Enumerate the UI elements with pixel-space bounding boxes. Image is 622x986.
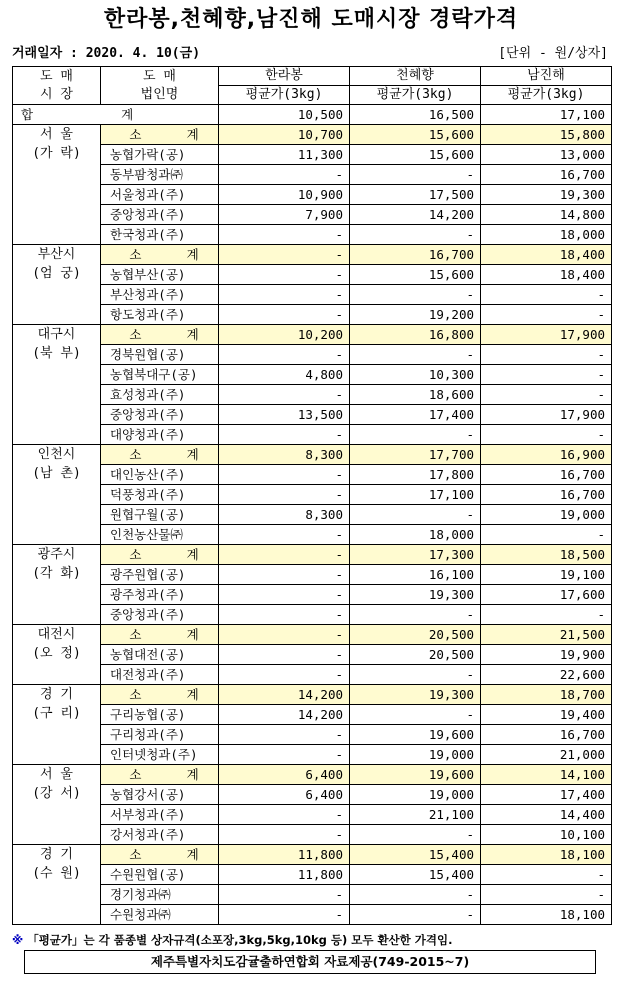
subtotal-value: 14,200 <box>219 685 350 705</box>
corporation-name: 경북원협(공) <box>101 345 219 365</box>
price-value: 6,400 <box>219 785 350 805</box>
price-value: - <box>219 285 350 305</box>
table-row <box>13 265 612 285</box>
price-value: 14,200 <box>350 205 481 225</box>
corporation-name: 농협대전(공) <box>101 645 219 665</box>
price-value: 21,100 <box>350 805 481 825</box>
price-value: - <box>219 345 350 365</box>
corporation-name: 농협부산(공) <box>101 265 219 285</box>
corporation-name: 한국청과(주) <box>101 225 219 245</box>
table-row <box>13 705 612 725</box>
total-label <box>13 105 219 125</box>
price-value: 16,700 <box>481 485 612 505</box>
table-row <box>13 885 612 905</box>
header-price-3: 평균가(3kg) <box>481 86 612 105</box>
table-row <box>13 865 612 885</box>
subtotal-value: 10,200 <box>219 325 350 345</box>
price-value: 4,800 <box>219 365 350 385</box>
market-name-line: 인천시 <box>37 447 76 462</box>
price-value: - <box>481 885 612 905</box>
subtotal-label: 소 계 <box>101 245 219 265</box>
price-value: 17,100 <box>350 485 481 505</box>
corporation-name: 덕풍청과(주) <box>101 485 219 505</box>
market-name-line: 서 울 <box>40 127 73 142</box>
price-value: 17,900 <box>481 405 612 425</box>
corporation-name: 인터넷청과(주) <box>101 745 219 765</box>
market-name-line: (각 화) <box>32 566 81 581</box>
price-value: 15,400 <box>350 865 481 885</box>
price-value: 20,500 <box>350 645 481 665</box>
price-value: - <box>350 885 481 905</box>
price-value: 10,300 <box>350 365 481 385</box>
header-market-line1: 도 매 <box>40 68 73 84</box>
market-name <box>13 445 101 545</box>
subtotal-label: 소 계 <box>101 545 219 565</box>
footnote <box>12 932 452 948</box>
footnote-text: 「평균가」는 각 품종별 상자규격(소포장,3kg,5kg,10kg 등) 모두 환산한 가격임. <box>27 933 453 947</box>
subtotal-value: 20,500 <box>350 625 481 645</box>
subtotal-value: 19,300 <box>350 685 481 705</box>
table-row <box>13 585 612 605</box>
table-row <box>13 745 612 765</box>
corporation-name: 대인농산(주) <box>101 465 219 485</box>
price-value: 19,000 <box>350 745 481 765</box>
market-name-line: 부산시 <box>37 247 76 262</box>
table-row <box>13 905 612 925</box>
subtotal-value: 16,900 <box>481 445 612 465</box>
price-value: - <box>481 865 612 885</box>
corporation-name: 부산청과(주) <box>101 285 219 305</box>
price-value: - <box>219 745 350 765</box>
subtotal-value: 18,500 <box>481 545 612 565</box>
subtotal-value: 19,600 <box>350 765 481 785</box>
market-name-line: (수 원) <box>32 866 81 881</box>
price-value: - <box>219 905 350 925</box>
price-value: 17,400 <box>481 785 612 805</box>
corporation-name: 수원청과㈜ <box>101 905 219 925</box>
total-label-2: 계 <box>121 107 134 122</box>
subtotal-label: 소 계 <box>101 685 219 705</box>
subtotal-value: - <box>219 245 350 265</box>
header-price-1: 평균가(3kg) <box>219 86 350 105</box>
table-row <box>13 145 612 165</box>
table-row <box>13 525 612 545</box>
table-row <box>13 465 612 485</box>
subtotal-value: 15,800 <box>481 125 612 145</box>
header-price-2: 평균가(3kg) <box>350 86 481 105</box>
corporation-name: 구리청과(주) <box>101 725 219 745</box>
market-name-line: (북 부) <box>32 346 81 361</box>
price-value: 18,600 <box>350 385 481 405</box>
subtotal-label: 소 계 <box>101 845 219 865</box>
market-name-line: (가 락) <box>32 146 81 161</box>
price-value: 14,400 <box>481 805 612 825</box>
price-value: 15,600 <box>350 145 481 165</box>
price-value: 19,000 <box>481 505 612 525</box>
subtotal-value: 17,300 <box>350 545 481 565</box>
subtotal-value: 8,300 <box>219 445 350 465</box>
corporation-name: 광주원협(공) <box>101 565 219 585</box>
market-name-line: 서 울 <box>40 767 73 782</box>
table-row <box>13 825 612 845</box>
subtotal-value: 6,400 <box>219 765 350 785</box>
subtotal-label: 소 계 <box>101 445 219 465</box>
price-value: - <box>219 605 350 625</box>
market-name <box>13 245 101 325</box>
price-value: 16,700 <box>481 465 612 485</box>
header-corp-line1: 도 매 <box>143 68 176 84</box>
price-value: 17,400 <box>350 405 481 425</box>
subtotal-value: 21,500 <box>481 625 612 645</box>
corporation-name: 항도청과(주) <box>101 305 219 325</box>
header-corporation <box>101 67 219 105</box>
total-value: 16,500 <box>350 105 481 125</box>
corporation-name: 중앙청과(주) <box>101 205 219 225</box>
table-row <box>13 645 612 665</box>
corporation-name: 경기청과㈜ <box>101 885 219 905</box>
market-name-line: 대전시 <box>37 627 76 642</box>
header-product-2: 천혜향 <box>350 67 481 86</box>
subtotal-row <box>13 625 612 645</box>
subtotal-value: 15,600 <box>350 125 481 145</box>
price-value: - <box>350 425 481 445</box>
price-value: 18,100 <box>481 905 612 925</box>
subtotal-value: 18,700 <box>481 685 612 705</box>
corporation-name: 농협강서(공) <box>101 785 219 805</box>
subtotal-value: - <box>219 625 350 645</box>
price-value: - <box>350 905 481 925</box>
price-value: 19,600 <box>350 725 481 745</box>
price-value: 21,000 <box>481 745 612 765</box>
price-value: - <box>350 225 481 245</box>
price-value: - <box>219 485 350 505</box>
price-value: 8,300 <box>219 505 350 525</box>
unit-label: [단위 - 원/상자] <box>498 46 608 61</box>
market-name <box>13 325 101 445</box>
price-value: 17,600 <box>481 585 612 605</box>
price-value: - <box>350 825 481 845</box>
price-value: - <box>219 645 350 665</box>
market-name-line: (오 정) <box>32 646 81 661</box>
subtotal-row <box>13 765 612 785</box>
corporation-name: 서부청과(주) <box>101 805 219 825</box>
subtotal-label: 소 계 <box>101 765 219 785</box>
price-value: 18,000 <box>481 225 612 245</box>
price-value: 19,900 <box>481 645 612 665</box>
table-row <box>13 505 612 525</box>
price-table <box>12 66 612 925</box>
market-name-line: 경 기 <box>40 847 73 862</box>
subtotal-row <box>13 125 612 145</box>
total-label-1: 합 <box>21 107 34 122</box>
table-row <box>13 485 612 505</box>
corporation-name: 동부팜청과㈜ <box>101 165 219 185</box>
price-value: 16,100 <box>350 565 481 585</box>
price-value: 13,000 <box>481 145 612 165</box>
subtotal-row <box>13 445 612 465</box>
market-name-line: (엄 궁) <box>32 266 81 281</box>
price-value: - <box>219 565 350 585</box>
price-value: 19,400 <box>481 705 612 725</box>
table-row <box>13 385 612 405</box>
price-value: - <box>350 345 481 365</box>
market-name-line: (구 리) <box>32 706 81 721</box>
subtotal-value: - <box>219 545 350 565</box>
header-product-3: 남진해 <box>481 67 612 86</box>
market-name <box>13 125 101 245</box>
market-name <box>13 625 101 685</box>
corporation-name: 구리농협(공) <box>101 705 219 725</box>
price-value: - <box>350 505 481 525</box>
header-market-line2: 시 장 <box>40 86 73 102</box>
price-value: - <box>481 305 612 325</box>
subtotal-value: 18,100 <box>481 845 612 865</box>
price-value: - <box>481 345 612 365</box>
price-value: 17,500 <box>350 185 481 205</box>
subtotal-value: 11,800 <box>219 845 350 865</box>
subtotal-row <box>13 245 612 265</box>
corporation-name: 중앙청과(주) <box>101 605 219 625</box>
corporation-name: 광주청과(주) <box>101 585 219 605</box>
price-value: - <box>219 385 350 405</box>
total-row <box>13 105 612 125</box>
price-value: 13,500 <box>219 405 350 425</box>
price-value: - <box>219 465 350 485</box>
table-row <box>13 425 612 445</box>
price-value: - <box>350 665 481 685</box>
price-value: 18,400 <box>481 265 612 285</box>
subtotal-value: 14,100 <box>481 765 612 785</box>
price-value: 16,700 <box>481 165 612 185</box>
total-value: 10,500 <box>219 105 350 125</box>
price-value: 15,600 <box>350 265 481 285</box>
subtotal-value: 17,900 <box>481 325 612 345</box>
corporation-name: 강서청과(주) <box>101 825 219 845</box>
table-row <box>13 225 612 245</box>
price-value: 19,200 <box>350 305 481 325</box>
subtotal-label: 소 계 <box>101 625 219 645</box>
market-name <box>13 765 101 845</box>
subtotal-row <box>13 685 612 705</box>
corporation-name: 효성청과(주) <box>101 385 219 405</box>
price-value: - <box>350 605 481 625</box>
price-value: - <box>481 425 612 445</box>
subtotal-value: 16,800 <box>350 325 481 345</box>
corporation-name: 수원원협(공) <box>101 865 219 885</box>
price-value: 18,000 <box>350 525 481 545</box>
price-value: - <box>219 885 350 905</box>
price-value: - <box>219 265 350 285</box>
subtotal-value: 16,700 <box>350 245 481 265</box>
trade-date: 거래일자 : 2020. 4. 10(금) <box>12 46 201 61</box>
subtotal-value: 17,700 <box>350 445 481 465</box>
market-name-line: 광주시 <box>37 547 76 562</box>
subtotal-row <box>13 545 612 565</box>
market-name-line: (남 촌) <box>32 466 81 481</box>
table-row <box>13 205 612 225</box>
header-corp-line2: 법인명 <box>140 86 179 102</box>
price-value: 7,900 <box>219 205 350 225</box>
corporation-name: 원협구월(공) <box>101 505 219 525</box>
source-credit: 제주특별자치도감귤출하연합회 자료제공(749-2015~7) <box>24 950 596 974</box>
price-value: - <box>481 605 612 625</box>
corporation-name: 중앙청과(주) <box>101 405 219 425</box>
subtotal-value: 15,400 <box>350 845 481 865</box>
corporation-name: 농협북대구(공) <box>101 365 219 385</box>
price-value: - <box>219 525 350 545</box>
table-row <box>13 305 612 325</box>
price-value: - <box>481 385 612 405</box>
price-value: - <box>350 285 481 305</box>
page-title: 한라봉,천혜향,남진해 도매시장 경락가격 <box>103 7 519 32</box>
price-value: - <box>219 805 350 825</box>
price-value: 17,800 <box>350 465 481 485</box>
table-row <box>13 185 612 205</box>
table-row <box>13 285 612 305</box>
price-value: - <box>481 525 612 545</box>
market-name <box>13 845 101 925</box>
price-value: - <box>219 225 350 245</box>
price-value: - <box>219 425 350 445</box>
subtotal-value: 18,400 <box>481 245 612 265</box>
price-value: 14,200 <box>219 705 350 725</box>
table-row <box>13 345 612 365</box>
corporation-name: 농협가락(공) <box>101 145 219 165</box>
header-product-1: 한라봉 <box>219 67 350 86</box>
table-row <box>13 165 612 185</box>
price-value: 22,600 <box>481 665 612 685</box>
price-value: - <box>481 285 612 305</box>
table-row <box>13 665 612 685</box>
subtotal-value: 10,700 <box>219 125 350 145</box>
table-row <box>13 805 612 825</box>
table-row <box>13 365 612 385</box>
price-value: - <box>219 585 350 605</box>
price-value: 10,100 <box>481 825 612 845</box>
subtotal-row <box>13 845 612 865</box>
footnote-mark: ※ <box>12 933 24 947</box>
table-row <box>13 605 612 625</box>
total-value: 17,100 <box>481 105 612 125</box>
corporation-name: 인천농산물㈜ <box>101 525 219 545</box>
table-row <box>13 565 612 585</box>
price-value: 16,700 <box>481 725 612 745</box>
price-value: 19,300 <box>350 585 481 605</box>
price-value: - <box>350 165 481 185</box>
subtotal-row <box>13 325 612 345</box>
market-name <box>13 685 101 765</box>
corporation-name: 대전청과(주) <box>101 665 219 685</box>
table-row <box>13 405 612 425</box>
price-value: - <box>481 365 612 385</box>
price-value: 10,900 <box>219 185 350 205</box>
market-name-line: (강 서) <box>32 786 81 801</box>
price-value: 19,100 <box>481 565 612 585</box>
subtotal-label: 소 계 <box>101 325 219 345</box>
price-value: - <box>219 305 350 325</box>
market-name-line: 대구시 <box>37 327 76 342</box>
price-value: - <box>219 165 350 185</box>
corporation-name: 대양청과(주) <box>101 425 219 445</box>
table-row <box>13 725 612 745</box>
price-value: 19,300 <box>481 185 612 205</box>
market-name <box>13 545 101 625</box>
price-value: - <box>350 705 481 725</box>
price-value: 11,800 <box>219 865 350 885</box>
table-row <box>13 785 612 805</box>
price-value: 14,800 <box>481 205 612 225</box>
price-value: - <box>219 725 350 745</box>
market-name-line: 경 기 <box>40 687 73 702</box>
price-value: 19,000 <box>350 785 481 805</box>
corporation-name: 서울청과(주) <box>101 185 219 205</box>
price-value: - <box>219 665 350 685</box>
subtotal-label: 소 계 <box>101 125 219 145</box>
price-value: 11,300 <box>219 145 350 165</box>
header-market <box>13 67 101 105</box>
price-value: - <box>219 825 350 845</box>
